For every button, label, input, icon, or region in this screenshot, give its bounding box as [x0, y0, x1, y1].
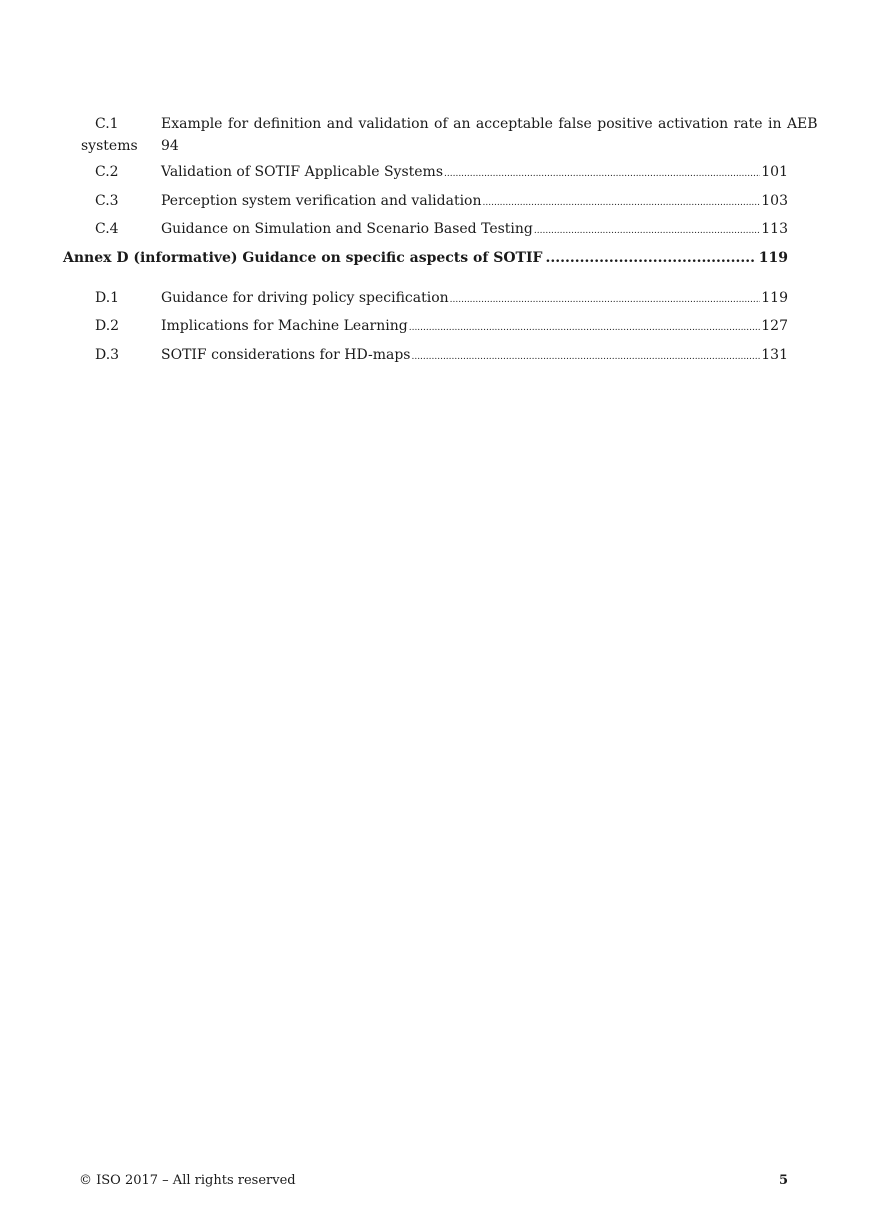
toc-entry-c4[interactable]	[79, 220, 788, 249]
toc-entry-number: C.1	[95, 116, 119, 132]
toc-entry-title: Example for definition and validation of an acceptable false positive activation rate in AEB	[161, 116, 818, 132]
toc-entry-title: Perception system verification and validation	[161, 192, 482, 209]
toc-entry-page: 131	[761, 346, 788, 363]
copyright-notice: © ISO 2017 – All rights reserved	[79, 1173, 296, 1188]
toc-annex-title: Annex D (informative) Guidance on specific aspects of SOTIF	[63, 249, 543, 266]
toc-entry-title: Validation of SOTIF Applicable Systems	[161, 164, 444, 180]
toc-entry-page: 113	[761, 221, 788, 237]
toc-entry-number: D.2	[95, 318, 120, 334]
toc-entry-title: SOTIF considerations for HD-maps	[161, 346, 411, 363]
toc-entry-page: 101	[761, 164, 788, 180]
dot-leader	[534, 222, 760, 241]
toc-entry-title: Guidance on Simulation and Scenario Based Testing	[161, 221, 533, 237]
dot-leader	[444, 165, 760, 184]
toc-entry-number: C.4	[95, 221, 119, 237]
toc-entry-title: Guidance for driving policy specification	[161, 289, 449, 306]
dot-leader	[411, 348, 760, 367]
toc-entry-number: C.2	[95, 164, 119, 180]
toc-entry-c1[interactable]	[79, 113, 818, 157]
toc-entry-title-continued: systems	[81, 138, 138, 154]
page-footer	[79, 1173, 788, 1188]
page-number: 5	[778, 1173, 788, 1188]
toc-entry-page: 103	[761, 192, 788, 209]
dot-leader	[545, 249, 755, 268]
dot-leader	[450, 291, 761, 310]
toc-annex-page: 119	[758, 249, 788, 266]
toc-entry-c3[interactable]	[79, 192, 788, 221]
toc-entry-page: 127	[761, 318, 788, 334]
toc-entry-number: D.1	[95, 289, 120, 306]
toc-annex-d[interactable]	[63, 249, 788, 289]
toc-entry-number: D.3	[95, 346, 120, 363]
toc-entry-number: C.3	[95, 192, 119, 209]
toc-entry-page: 94	[161, 138, 179, 154]
toc-entry-c2[interactable]	[79, 163, 788, 192]
toc-entry-d1[interactable]	[79, 289, 788, 318]
table-of-contents	[63, 113, 818, 374]
toc-entry-d2[interactable]	[79, 317, 788, 346]
toc-entry-title: Implications for Machine Learning	[161, 318, 408, 334]
dot-leader	[483, 194, 761, 213]
toc-entry-d3[interactable]	[79, 346, 788, 375]
toc-entry-page: 119	[761, 289, 788, 306]
dot-leader	[409, 319, 761, 338]
